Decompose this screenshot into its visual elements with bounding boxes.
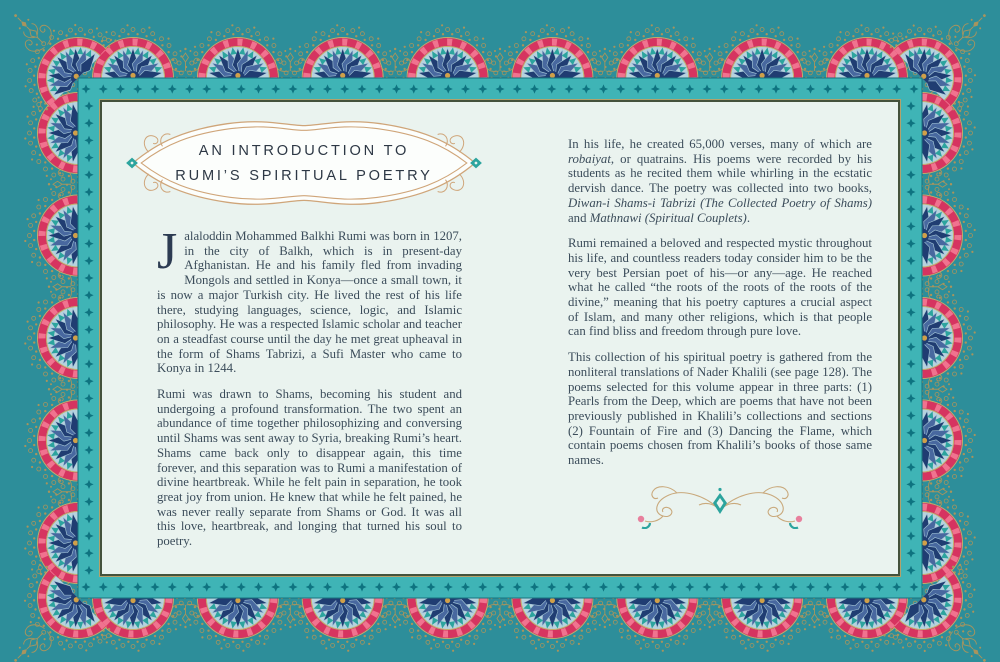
paragraph-text: alaloddin Mohammed Balkhi Rumi was born in 1207, in the city of Balkh, which is in present-day Afghanistan. He and his family fled from invading Mongols and settled in Konya—once a small town, it is now a major Turkish city. He lived the rest of his life there, studying languages, science, logic, and Islamic philosophy. He was a respected Islamic scholar and teacher on a steadfast course until the day he met great upheaval in the form of Shams Tabrizi, a Sufi Master who came to Konya in 1244. [157, 229, 462, 376]
title-cartouche [122, 106, 486, 220]
title-line-1: AN INTRODUCTION TO [198, 142, 410, 159]
page-title [122, 106, 486, 220]
end-flourish-icon [617, 483, 823, 529]
page-panel [100, 100, 900, 576]
italic-book-title: Diwan-i Shams-i Tabrizi (The Collected Poetry of Shams) [568, 195, 872, 210]
italic-term: robaiyat [568, 151, 611, 166]
paragraph [157, 223, 462, 376]
paragraph-text: and [568, 210, 590, 225]
paragraph: This collection of his spiritual poetry is gathered from the nonliteral translations of Nader Khalili (see page 128). The poems selected for this volume appear in three parts: (1) Pearls from the Deep, which are poems that have not been previously published in Khalili’s collections and sections (2) Fountain of Fire and (3) Dancing the Flame, which contain poems chosen from Khalili’s books of those same names. [568, 350, 872, 468]
left-text-column [157, 223, 462, 549]
paragraph: Rumi was drawn to Shams, becoming his student and undergoing a profound transformation. The two spent an abundance of time together philosophizing and conversing until Shams was sent away to Syria, breaking Rumi’s heart. Shams came back only to disappear again, this time forever, and this separation was to Rumi a manifestation of divine heartbreak. While he felt pain in separation, he took great joy from union. He knew that while he felt pained, he was never really separate from Shams or God. It was all this love, heartbreak, and longing that turned his soul to poetry. [157, 387, 462, 549]
paragraph: Rumi remained a beloved and respected mystic throughout his life, and countless readers today consider him to be the very best Persian poet of his—or any—age. He reached what he called “the roots of the roots of the roots of the divine,” meaning that his poetry captures a crucial aspect of Islam, and many other religions, which is that people can find bliss and freedom through pure love. [568, 236, 872, 339]
title-line-2: RUMI’S SPIRITUAL POETRY [175, 167, 433, 184]
paragraph [568, 137, 872, 225]
paragraph-text: , or quatrains. His poems were recorded by his students as he recited them while whirling in the ecstatic dervish dance. The poetry was collected into two books, [568, 151, 872, 196]
italic-book-title: Mathnawi (Spiritual Couplets) [589, 210, 747, 225]
dropcap-initial: J [157, 223, 178, 280]
right-text-column [568, 137, 872, 529]
paragraph-text: . [746, 210, 751, 225]
paragraph-text: In his life, he created 65,000 verses, many of which are [568, 137, 872, 151]
